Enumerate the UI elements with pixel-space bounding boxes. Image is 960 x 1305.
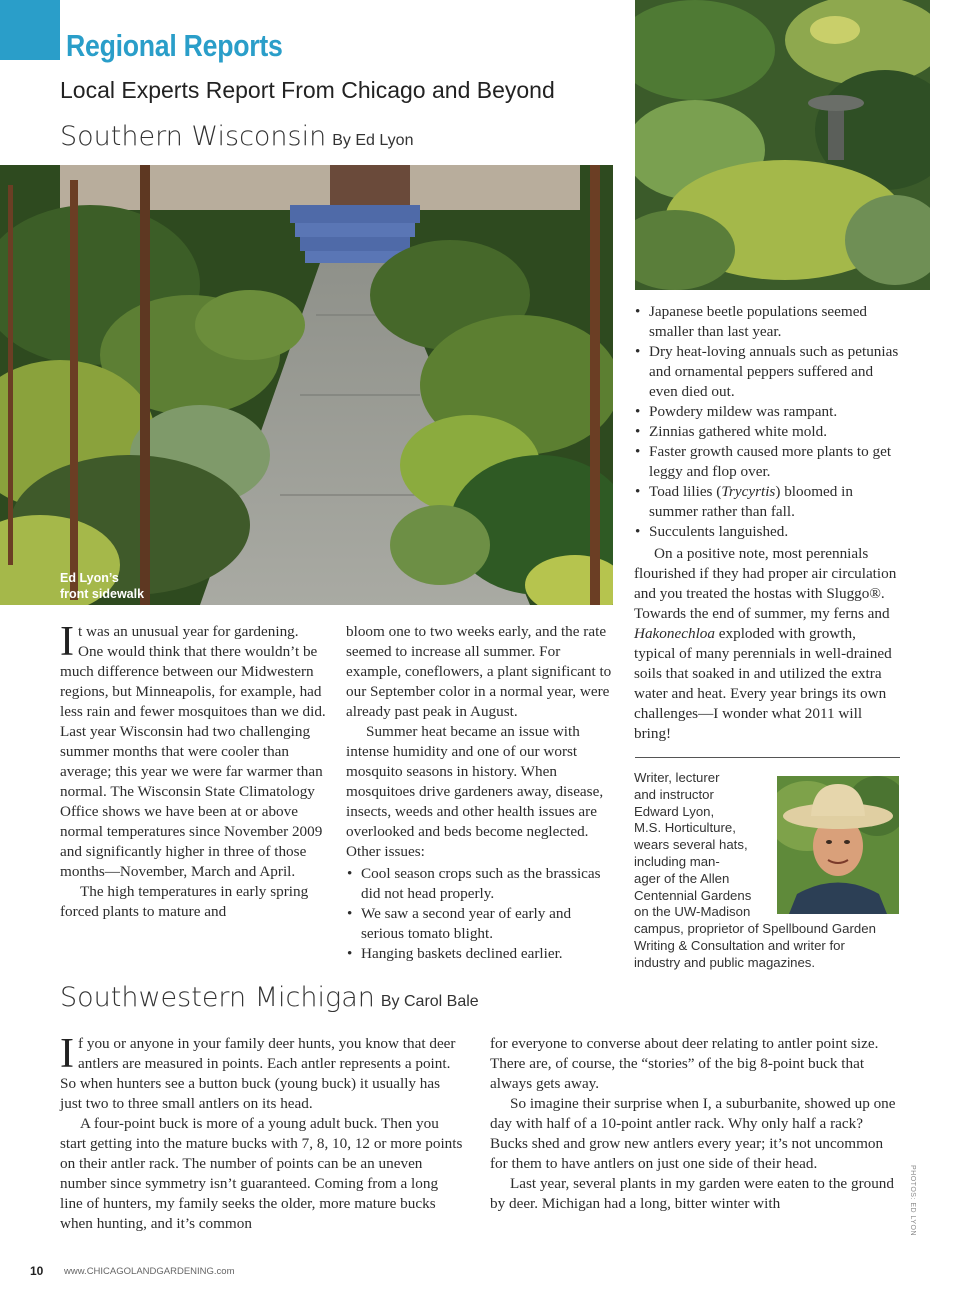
- list-item: • Succulents languished.: [634, 522, 900, 542]
- list-item: • Dry heat-loving annuals such as petunias and ornamental peppers suffered and even died out.: [634, 342, 900, 402]
- front-sidewalk-photo-art: [0, 165, 613, 605]
- wisconsin-heading: [60, 121, 413, 152]
- list-item: • Japanese beetle populations seemed smaller than last year.: [634, 302, 900, 342]
- bio-divider: [635, 757, 900, 758]
- section-tab-block: [0, 0, 60, 60]
- drop-cap: I: [60, 619, 74, 665]
- list-item: • We saw a second year of early and serious tomato blight.: [346, 904, 612, 944]
- list-item: [634, 482, 900, 522]
- list-item-text: Toad lilies (: [649, 483, 722, 500]
- drop-cap: I: [60, 1031, 74, 1077]
- section-title: Regional Reports: [66, 28, 283, 63]
- michigan-column-2: [490, 1034, 896, 1214]
- michigan-byline: By Carol Bale: [380, 993, 479, 1010]
- bio-line: wears several hats,: [634, 837, 748, 853]
- list-item: • Powdery mildew was rampant.: [634, 402, 900, 422]
- bio-line: Writer, lecturer: [634, 770, 720, 785]
- wisconsin-column-2: [346, 622, 612, 966]
- bio-line: and instructor: [634, 786, 714, 802]
- list-item-text: ) bloomed in summer rather than fall.: [649, 483, 853, 520]
- bio-line: campus, proprietor of Spellbound Garden: [634, 921, 876, 937]
- list-item: • Zinnias gathered white mold.: [634, 422, 900, 442]
- bio-line: industry and public magazines.: [634, 954, 816, 970]
- wisconsin-paragraph: Summer heat became an issue with intense humidity and one of our worst mosquito seasons in history. When mosquitoes drive gardeners away, disease, insects, weeds and other health issues are overlooked and beds become neglected. Other issues:: [346, 723, 604, 860]
- issues-list: [346, 864, 612, 964]
- michigan-paragraph: So imagine their surprise when I, a suburbanite, showed up one day with half of a 10-point antler rack. Why only half a rack? Bucks shed and grow new antlers every year; it’s not uncommon for them to have antlers on just one side of their head.: [490, 1095, 896, 1172]
- michigan-paragraph: Last year, several plants in my garden were eaten to the ground by deer. Michigan had a long, bitter winter with: [490, 1175, 894, 1212]
- wisconsin-paragraph: bloom one to two weeks early, and the rate seemed to increase all summer. For example, coneflowers, a plant significant to our September color in a normal year, were already past peak in August.: [346, 623, 612, 720]
- photo-credit: PHOTOS: ED LYON: [909, 1165, 916, 1237]
- bio-line: Writing & Consultation and writer for: [634, 937, 845, 953]
- plant-name: Hakonechloa: [634, 625, 715, 642]
- page-subtitle: Local Experts Report From Chicago and Beyond: [60, 77, 555, 103]
- photo-caption-line2: front sidewalk: [60, 587, 145, 601]
- list-item: • Hanging baskets declined earlier.: [346, 944, 612, 964]
- wisconsin-column-1: [60, 619, 326, 922]
- michigan-paragraph: for everyone to converse about deer relating to antler point size. There are, of course, the “stories” of the big 8-point buck that always gets away.: [490, 1035, 879, 1092]
- michigan-paragraph: [60, 1031, 464, 1114]
- michigan-title: Southwestern Michigan: [60, 982, 375, 1013]
- author-bio: [634, 770, 904, 972]
- list-item: • Cool season crops such as the brassicas did not head properly.: [346, 864, 612, 904]
- bio-line: M.S. Horticulture,: [634, 820, 736, 836]
- michigan-column-1: [60, 1031, 464, 1234]
- bio-line: on the UW-Madison: [634, 904, 751, 920]
- wisconsin-byline: By Ed Lyon: [332, 132, 414, 149]
- paragraph-text: f you or anyone in your family deer hunts, you know that deer antlers are measured in points. Each antler represents a point. So when hunters see a button buck (young buck) it usually has just two to three small antlers on its head.: [60, 1035, 456, 1112]
- paragraph-text: On a positive note, most perennials flourished if they had proper air circulation and you treated the hostas with Sluggo®. Towards the end of summer, my ferns and: [634, 545, 897, 622]
- front-sidewalk-photo: [0, 165, 613, 605]
- issues-list-continued: [634, 302, 900, 542]
- wisconsin-column-3: [634, 302, 900, 744]
- shade-garden-photo-art: [635, 0, 930, 290]
- wisconsin-title: Southern Wisconsin: [60, 121, 327, 152]
- bio-line: Centennial Gardens: [634, 887, 752, 903]
- bio-line: including man-: [634, 853, 720, 869]
- list-item: • Faster growth caused more plants to get leggy and flop over.: [634, 442, 900, 482]
- shade-garden-photo: [635, 0, 930, 290]
- michigan-heading: [60, 982, 479, 1013]
- plant-name: Trycyrtis: [721, 483, 776, 500]
- paragraph-text: exploded with growth, typical of many perennials in well-drained soils that soaked in and utilized the extra water and heat. Every year brings its own challenges—I wonder what 2011 will bring!: [634, 625, 892, 742]
- michigan-paragraph: A four-point buck is more of a young adult buck. Then you start getting into the mature bucks with 7, 8, 10, 12 or more points on their antler rack. The number of points can be an uneven number since symmetry isn’t guaranteed. Coming from a long line of hunters, my family seeks the older, more mature bucks when hunting, and it’s common: [60, 1115, 463, 1232]
- wisconsin-paragraph: The high temperatures in early spring forced plants to mature and: [60, 883, 309, 920]
- page-number: 10: [30, 1264, 44, 1278]
- photo-caption-line1: Ed Lyon’s: [60, 571, 119, 585]
- bio-line: ager of the Allen: [634, 870, 730, 886]
- paragraph-text: t was an unusual year for gardening. One would think that there wouldn’t be much difference between our Midwestern regions, but Minneapolis, for example, had less rain and fewer mosquitoes than we did. Last year Wisconsin had two challenging summer months that were cooler than average; this year we were far warmer than normal. The Wisconsin State Climatology Office shows we have been at or above normal temperatures since November 2009 and significantly higher in three of those months—November, March and April.: [60, 623, 326, 880]
- wisconsin-paragraph: [634, 544, 900, 744]
- bio-line: Edward Lyon,: [634, 803, 715, 819]
- footer-url: www.CHICAGOLANDGARDENING.com: [64, 1266, 235, 1277]
- photo-caption: [60, 570, 144, 602]
- wisconsin-paragraph: [60, 619, 326, 882]
